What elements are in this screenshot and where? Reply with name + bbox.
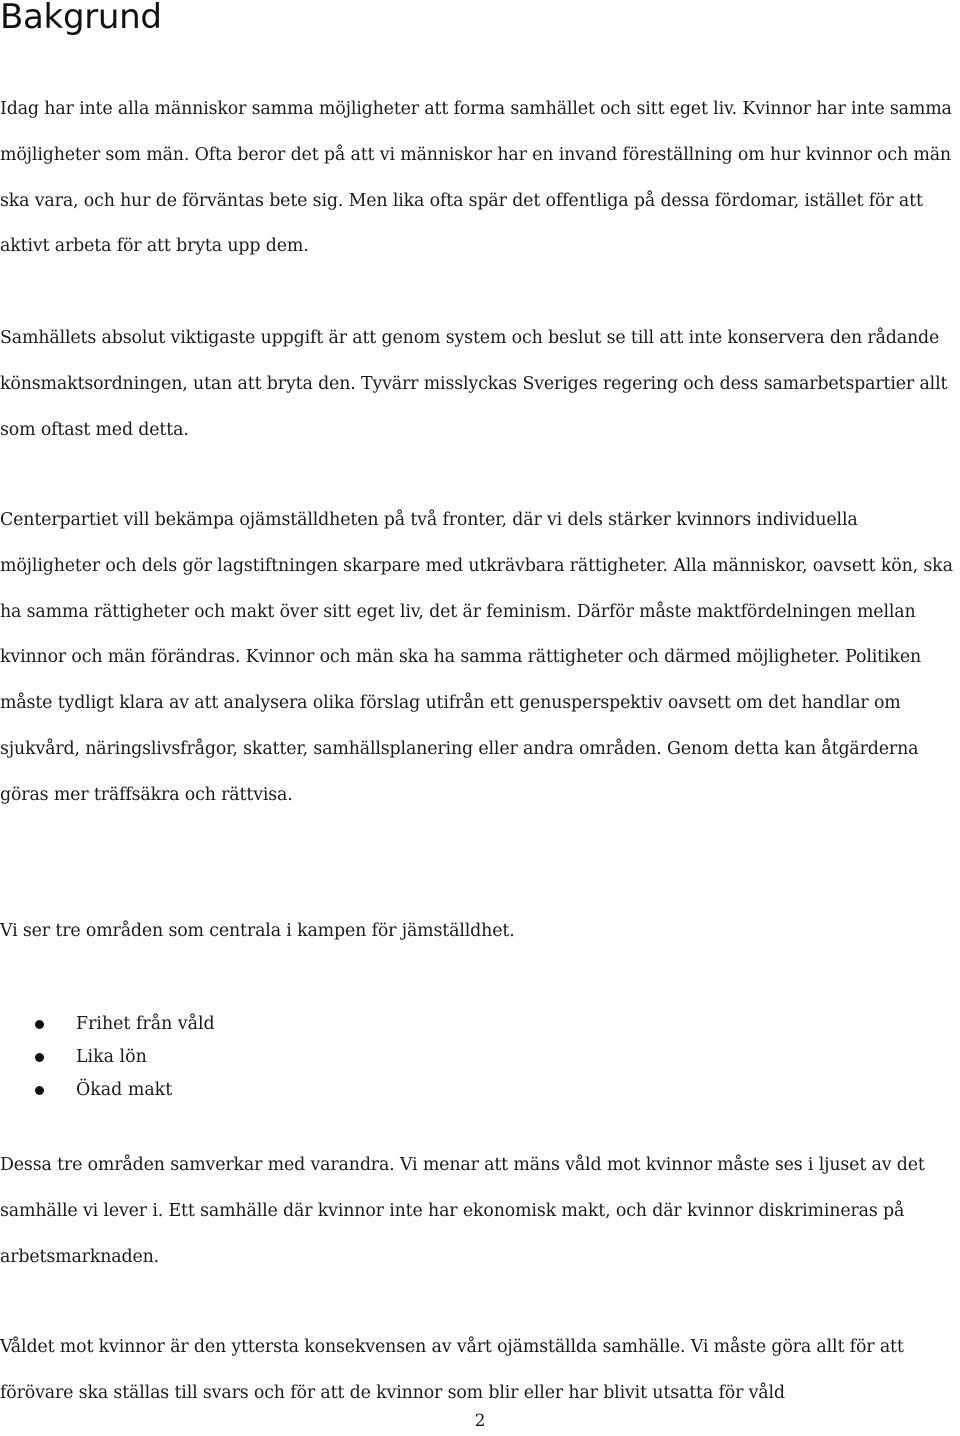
focus-areas-list bbox=[0, 1008, 215, 1106]
society-task-paragraph: Samhällets absolut viktigaste uppgift är att genom system och beslut se till att inte konservera den rådande könsmaktsordningen, utan att bryta den. Tyvärr misslyckas Sveriges regering och dess samarbetspartier allt som oftast med detta. bbox=[0, 328, 948, 440]
intro-paragraph: Idag har inte alla människor samma möjligheter att forma samhället och sitt eget liv. Kvinnor har inte samma möjligheter som män. Ofta beror det på att vi människor har en invand föreställning om hur kvinnor och män ska vara, och hur de förväntas bete sig. Men lika ofta spär det offentliga på dessa fördomar, istället för att aktivt arbeta för att bryta upp dem. bbox=[0, 99, 952, 257]
bullet-icon bbox=[35, 1020, 44, 1029]
list-item-label: Ökad makt bbox=[76, 1079, 173, 1100]
interaction-paragraph: Dessa tre områden samverkar med varandra. Vi menar att mäns våld mot kvinnor måste ses i ljuset av det samhälle vi lever i. Ett samhälle där kvinnor inte har ekonomisk makt, och där kvinnor diskrimineras på arbetsmarknaden. bbox=[0, 1155, 925, 1267]
list-item bbox=[0, 1041, 215, 1074]
list-item bbox=[0, 1008, 215, 1041]
list-item-label: Lika lön bbox=[76, 1046, 147, 1067]
page-title: Bakgrund bbox=[0, 0, 162, 37]
list-item-label: Frihet från våld bbox=[76, 1014, 215, 1034]
page-number: 2 bbox=[474, 1411, 486, 1431]
bullet-icon bbox=[35, 1053, 44, 1062]
bullet-icon bbox=[35, 1086, 44, 1095]
list-item bbox=[0, 1074, 215, 1107]
three-areas-intro: Vi ser tre områden som centrala i kampen för jämställdhet. bbox=[0, 921, 515, 941]
centerpartiet-paragraph: Centerpartiet vill bekämpa ojämställdheten på två fronter, där vi dels stärker kvinnors individuella möjligheter och dels gör lagstiftningen skarpare med utkrävbara rättigheter. Alla människor, oavsett kön, ska ha samma rättigheter och makt över sitt eget liv, det är feminism. Därför måste maktfördelningen mellan kvinnor och män förändras. Kvinnor och män ska ha samma rättigheter och därmed möjligheter. Politiken måste tydligt klara av att analysera olika förslag utifrån ett genusperspektiv oavsett om det handlar om sjukvård, näringslivsfrågor, skatter, samhällsplanering eller andra områden. Genom detta kan åtgärderna göras mer träffsäkra och rättvisa. bbox=[0, 510, 953, 805]
violence-paragraph: Våldet mot kvinnor är den yttersta konsekvensen av vårt ojämställda samhälle. Vi måste göra allt för att förövare ska ställas till svars och för att de kvinnor som blir eller har blivit utsatta för våld bbox=[0, 1337, 904, 1403]
